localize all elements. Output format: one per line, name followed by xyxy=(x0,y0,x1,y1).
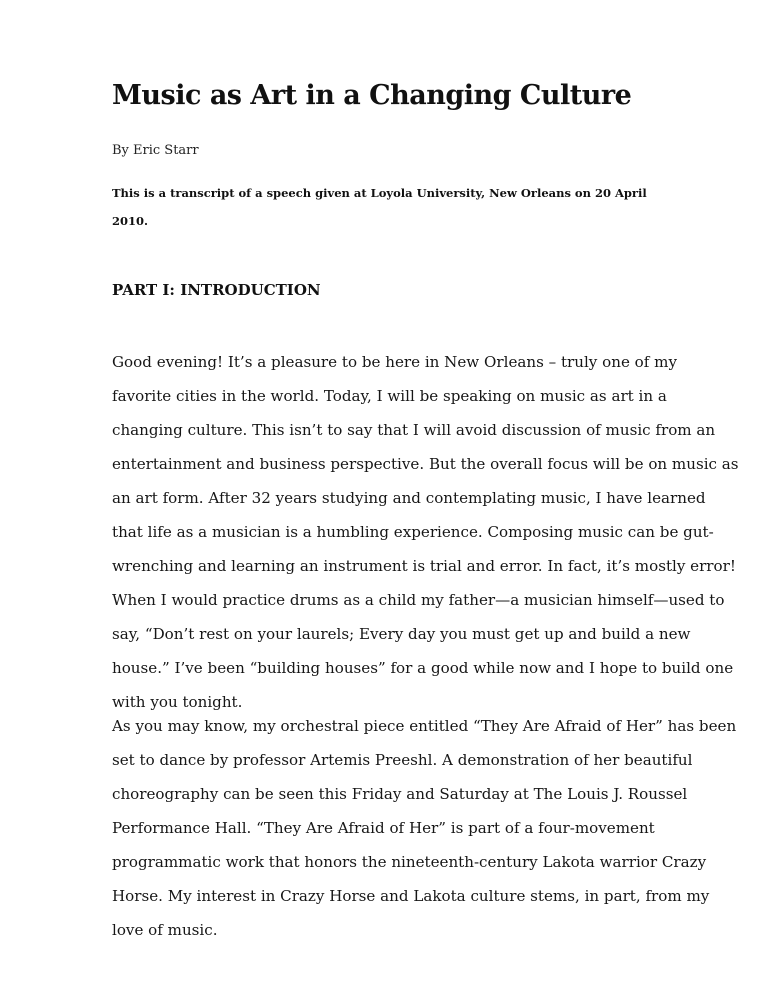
body-text-line: love of music. xyxy=(112,921,218,939)
body-text-line: As you may know, my orchestral piece entitled “They Are Afraid of Her” has been xyxy=(112,717,737,735)
body-text-line: choreography can be seen this Friday and Saturday at The Louis J. Roussel xyxy=(112,785,688,803)
author-byline: By Eric Starr xyxy=(112,143,199,158)
body-text-line: wrenching and learning an instrument is trial and error. In fact, it’s mostly error! xyxy=(112,557,736,575)
body-text-line: that life as a musician is a humbling experience. Composing music can be gut- xyxy=(112,523,714,541)
body-text-line: programmatic work that honors the nineteenth-century Lakota warrior Crazy xyxy=(112,853,707,871)
body-text-line: entertainment and business perspective. But the overall focus will be on music as xyxy=(112,455,739,473)
transcript-note-line: 2010. xyxy=(112,214,149,228)
transcript-note xyxy=(112,179,672,235)
body-text-line: set to dance by professor Artemis Preeshl. A demonstration of her beautiful xyxy=(112,751,693,769)
body-text-line: house.” I’ve been “building houses” for a good while now and I hope to build one xyxy=(112,659,734,677)
transcript-note-line: This is a transcript of a speech given at Loyola University, New Orleans on 20 April xyxy=(112,186,647,200)
body-text-line: Good evening! It’s a pleasure to be here in New Orleans – truly one of my xyxy=(112,353,677,371)
body-text-line: Horse. My interest in Crazy Horse and Lakota culture stems, in part, from my xyxy=(112,887,710,905)
document-title: Music as Art in a Changing Culture xyxy=(112,80,632,111)
body-text-line: with you tonight. xyxy=(112,693,243,711)
section-heading: PART I: INTRODUCTION xyxy=(112,281,321,299)
body-text-line: changing culture. This isn’t to say that I will avoid discussion of music from an xyxy=(112,421,716,439)
body-text-line: say, “Don’t rest on your laurels; Every day you must get up and build a new xyxy=(112,625,691,643)
body-text-line: Performance Hall. “They Are Afraid of Her” is part of a four-movement xyxy=(112,819,655,837)
body-text-line: When I would practice drums as a child my father—a musician himself—used to xyxy=(112,591,725,609)
body-text-line: favorite cities in the world. Today, I will be speaking on music as art in a xyxy=(112,387,667,405)
body-text-line: an art form. After 32 years studying and contemplating music, I have learned xyxy=(112,489,706,507)
